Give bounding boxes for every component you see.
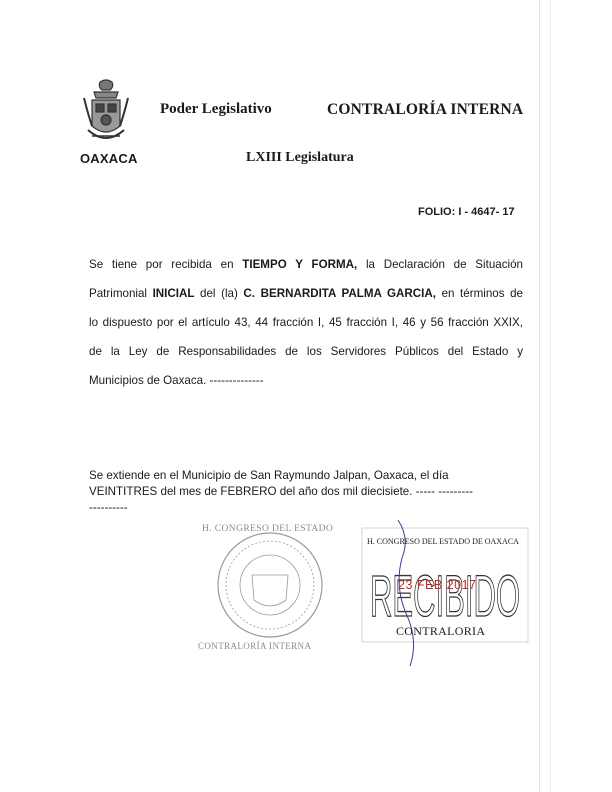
scan-edge-line — [539, 0, 540, 792]
received-department: CONTRALORIA — [396, 624, 486, 638]
received-stamp-header: H. CONGRESO DEL ESTADO DE OAXACA — [367, 537, 519, 546]
received-date: 23 FEB 2017 — [398, 578, 477, 592]
state-name: OAXACA — [80, 151, 138, 166]
issuance-paragraph — [89, 468, 519, 516]
text-line: lo dispuesto por el artículo 43, 44 fracción I, 45 fracción I, 46 y 56 fracción XXIX, — [89, 316, 523, 329]
scan-edge-line — [550, 0, 551, 792]
text-line: de la Ley de Responsabilidades de los Servidores Públicos del Estado y — [89, 345, 523, 358]
folio-number: FOLIO: I - 4647- 17 — [418, 206, 515, 218]
office-title: CONTRALORÍA INTERNA — [327, 101, 524, 118]
text-line: ---------- — [89, 501, 128, 514]
text-line: Municipios de Oaxaca. -------------- — [89, 374, 264, 387]
text-line: Patrimonial INICIAL del (la) C. BERNARDITA PALMA GARCIA, en términos de — [89, 287, 523, 300]
text-line: Se extiende en el Municipio de San Raymundo Jalpan, Oaxaca, el día — [89, 469, 449, 482]
receipt-paragraph — [89, 250, 523, 395]
official-seal-icon — [190, 520, 350, 660]
seal-bottom-text: CONTRALORÍA INTERNA — [198, 641, 312, 651]
oaxaca-crest-icon — [80, 78, 132, 150]
seal-top-text: H. CONGRESO DEL ESTADO — [202, 524, 334, 534]
received-word: RECIBIDO — [370, 564, 520, 629]
legislature-title: LXIII Legislatura — [246, 150, 354, 165]
branch-title: Poder Legislativo — [160, 101, 272, 117]
text-line: VEINTITRES del mes de FEBRERO del año dos mil diecisiete. ----- --------- — [89, 485, 473, 498]
text-line: Se tiene por recibida en TIEMPO Y FORMA, la Declaración de Situación — [89, 258, 523, 271]
